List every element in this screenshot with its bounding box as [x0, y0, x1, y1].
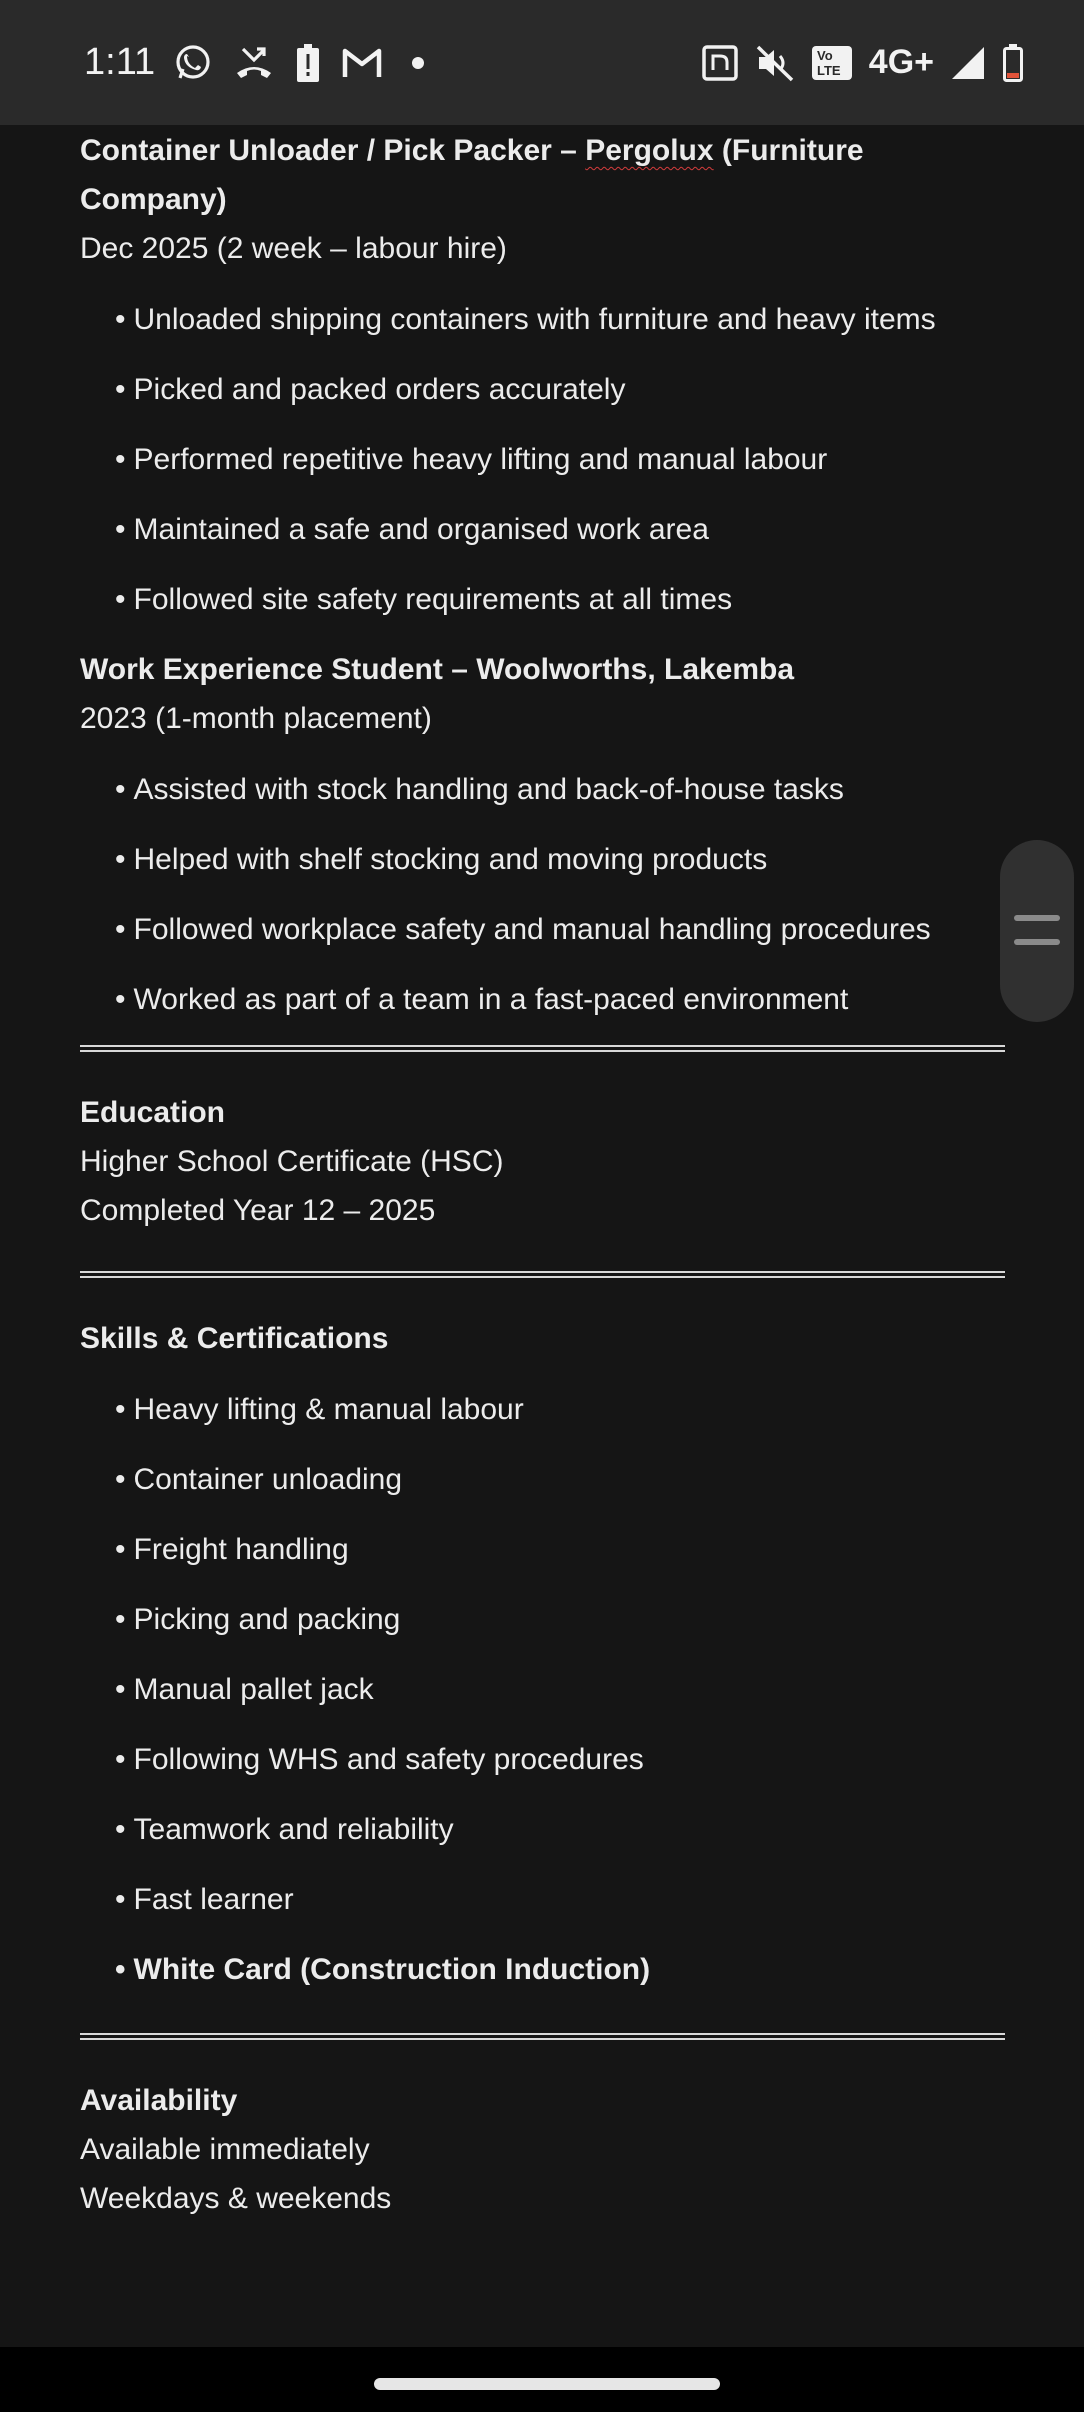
- system-icons: [701, 43, 1024, 83]
- home-gesture-handle[interactable]: [374, 2378, 720, 2390]
- job-entry-pergolux: [80, 126, 1005, 624]
- list-item: • Container unloading: [115, 1455, 1005, 1504]
- list-item: • Freight handling: [115, 1525, 1005, 1574]
- education-section: [80, 1052, 1005, 1271]
- battery-alert-icon: [295, 43, 321, 83]
- section-heading: Skills & Certifications: [80, 1322, 389, 1355]
- skills-section: [80, 1278, 1005, 2033]
- section-divider: [80, 2033, 1005, 2040]
- signal-icon: [950, 45, 986, 81]
- list-item: • Teamwork and reliability: [115, 1805, 1005, 1854]
- availability-section: [80, 2040, 1005, 2259]
- list-item: • Manual pallet jack: [115, 1665, 1005, 1714]
- job-period: 2023 (1-month placement): [80, 702, 432, 735]
- list-item: • Maintained a safe and organised work area: [115, 505, 1005, 554]
- list-item: • Heavy lifting & manual labour: [115, 1385, 1005, 1434]
- job-period: Dec 2025 (2 week – labour hire): [80, 232, 507, 265]
- fast-scroll-handle[interactable]: [1000, 840, 1074, 1022]
- missed-call-icon: [233, 45, 275, 81]
- volte-icon: [811, 45, 853, 81]
- section-divider: [80, 1045, 1005, 1052]
- job-duties-list: [80, 765, 1005, 1024]
- list-item: • Following WHS and safety procedures: [115, 1735, 1005, 1784]
- svg-text:Vo: Vo: [816, 47, 833, 63]
- list-item: • Helped with shelf stocking and moving products: [115, 835, 1005, 884]
- network-type: 4G+: [868, 43, 934, 81]
- section-heading: Availability: [80, 2084, 238, 2117]
- misspelled-word[interactable]: Pergolux: [585, 134, 714, 167]
- notification-icons: [173, 43, 433, 83]
- certification-item: • White Card (Construction Induction): [115, 1945, 1005, 1994]
- list-item: • Picked and packed orders accurately: [115, 365, 1005, 414]
- skills-list: [80, 1385, 1005, 1994]
- education-line: Higher School Certificate (HSC): [80, 1145, 504, 1178]
- list-item: • Picking and packing: [115, 1595, 1005, 1644]
- job-entry-woolworths: [80, 645, 1005, 1024]
- list-item: • Followed site safety requirements at all times: [115, 575, 1005, 624]
- job-title-part: Container Unloader / Pick Packer –: [80, 134, 586, 167]
- gmail-icon: [341, 46, 383, 80]
- resume-document: [80, 126, 1005, 2259]
- battery-icon: [1002, 43, 1024, 83]
- job-duties-list: [80, 295, 1005, 624]
- availability-line: Weekdays & weekends: [80, 2182, 392, 2215]
- section-divider: [80, 1271, 1005, 1278]
- availability-line: Available immediately: [80, 2133, 370, 2166]
- grip-line: [1014, 915, 1060, 921]
- job-title: Work Experience Student – Woolworths, Lakemba: [80, 653, 795, 686]
- job-title: [80, 126, 1005, 224]
- job-title-part: (Furniture Company): [80, 134, 864, 216]
- dot-icon: [403, 48, 433, 78]
- list-item: • Followed workplace safety and manual handling procedures: [115, 905, 1005, 954]
- svg-text:LTE: LTE: [816, 62, 841, 78]
- list-item: • Worked as part of a team in a fast-paced environment: [115, 975, 1005, 1024]
- section-heading: Education: [80, 1096, 226, 1129]
- list-item: • Fast learner: [115, 1875, 1005, 1924]
- education-line: Completed Year 12 – 2025: [80, 1194, 436, 1227]
- status-bar: [0, 0, 1084, 125]
- mute-icon: [755, 44, 795, 82]
- list-item: • Assisted with stock handling and back-of-house tasks: [115, 765, 1005, 814]
- list-item: • Unloaded shipping containers with furniture and heavy items: [115, 295, 1005, 344]
- whatsapp-icon: [173, 43, 213, 83]
- nfc-icon: [701, 44, 739, 82]
- list-item: • Performed repetitive heavy lifting and manual labour: [115, 435, 1005, 484]
- grip-line: [1014, 939, 1060, 945]
- status-time: 1:11: [84, 41, 156, 83]
